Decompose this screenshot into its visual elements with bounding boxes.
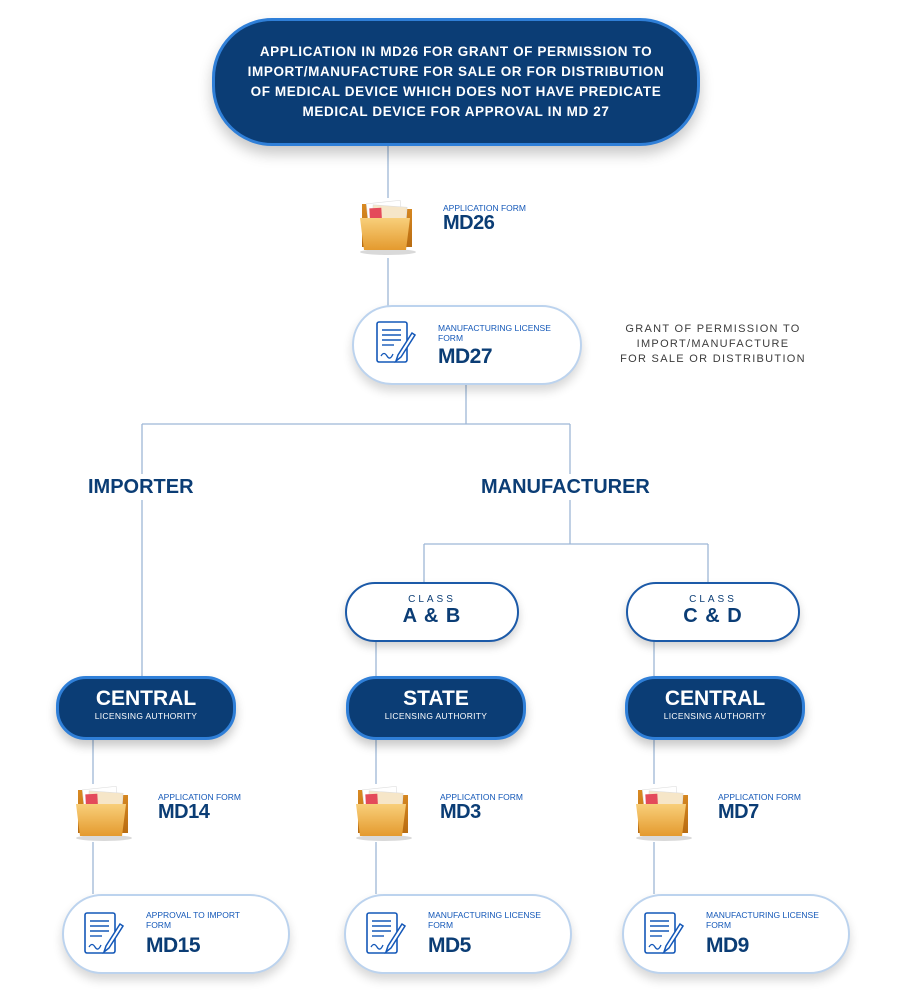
final-form-left-card <box>62 894 290 974</box>
top-title: APPLICATION IN MD26 FOR GRANT OF PERMISSION TO IMPORT/MANUFACTURE FOR SALE OR FOR DISTRIBUTION OF MEDICAL DEVICE WHICH DOES NOT HAVE PREDICATE MEDICAL DEVICE FOR APPROVAL IN MD 27 <box>247 44 665 119</box>
branch-importer: IMPORTER <box>88 476 194 498</box>
app-form-mid-code: MD3 <box>440 801 481 823</box>
app-form-left-caption: APPLICATION FORM <box>158 792 241 802</box>
final-form-right-code: MD9 <box>706 934 749 957</box>
final-form-mid-caption: MANUFACTURING LICENSE FORM <box>428 910 541 930</box>
folder-icon <box>632 782 696 842</box>
top-title-box <box>212 18 700 146</box>
class-ab-label: CLASS <box>408 594 456 605</box>
class-cd-label: CLASS <box>689 594 737 605</box>
app-form-mid-caption: APPLICATION FORM <box>440 792 523 802</box>
final-form-mid-card <box>344 894 572 974</box>
authority-right-box <box>625 676 805 740</box>
folder-icon <box>352 782 416 842</box>
form-md27-code: MD27 <box>438 345 493 368</box>
authority-mid-box <box>346 676 526 740</box>
app-form-right-code: MD7 <box>718 801 759 823</box>
folder-icon <box>356 196 420 256</box>
final-form-right-caption: MANUFACTURING LICENSE FORM <box>706 910 819 930</box>
authority-right-sub: LICENSING AUTHORITY <box>663 711 767 721</box>
class-cd-value: C & D <box>683 605 743 627</box>
final-form-right-card <box>622 894 850 974</box>
class-ab-box <box>345 582 519 642</box>
folder-icon <box>72 782 136 842</box>
final-form-mid-code: MD5 <box>428 934 471 957</box>
authority-mid-name: STATE <box>403 687 469 710</box>
app-form-left-code: MD14 <box>158 801 210 823</box>
document-icon <box>642 910 684 956</box>
form-md27-card <box>352 305 582 385</box>
form-md27-caption: MANUFACTURING LICENSE FORM <box>438 323 551 343</box>
form-md26-caption: APPLICATION FORM <box>443 203 526 213</box>
authority-right-name: CENTRAL <box>664 687 766 710</box>
app-form-right-caption: APPLICATION FORM <box>718 792 801 802</box>
authority-left-name: CENTRAL <box>95 687 197 710</box>
document-icon <box>374 319 416 365</box>
final-form-left-caption: APPROVAL TO IMPORT FORM <box>146 910 240 930</box>
side-note: GRANT OF PERMISSION TO IMPORT/MANUFACTURE FOR SALE OR DISTRIBUTION <box>620 323 806 365</box>
authority-left-sub: LICENSING AUTHORITY <box>94 711 198 721</box>
branch-manufacturer: MANUFACTURER <box>481 476 650 498</box>
document-icon <box>82 910 124 956</box>
form-md26-code: MD26 <box>443 212 495 234</box>
authority-mid-sub: LICENSING AUTHORITY <box>384 711 488 721</box>
class-cd-box <box>626 582 800 642</box>
final-form-left-code: MD15 <box>146 934 201 957</box>
authority-left-box <box>56 676 236 740</box>
document-icon <box>364 910 406 956</box>
class-ab-value: A & B <box>402 605 462 627</box>
